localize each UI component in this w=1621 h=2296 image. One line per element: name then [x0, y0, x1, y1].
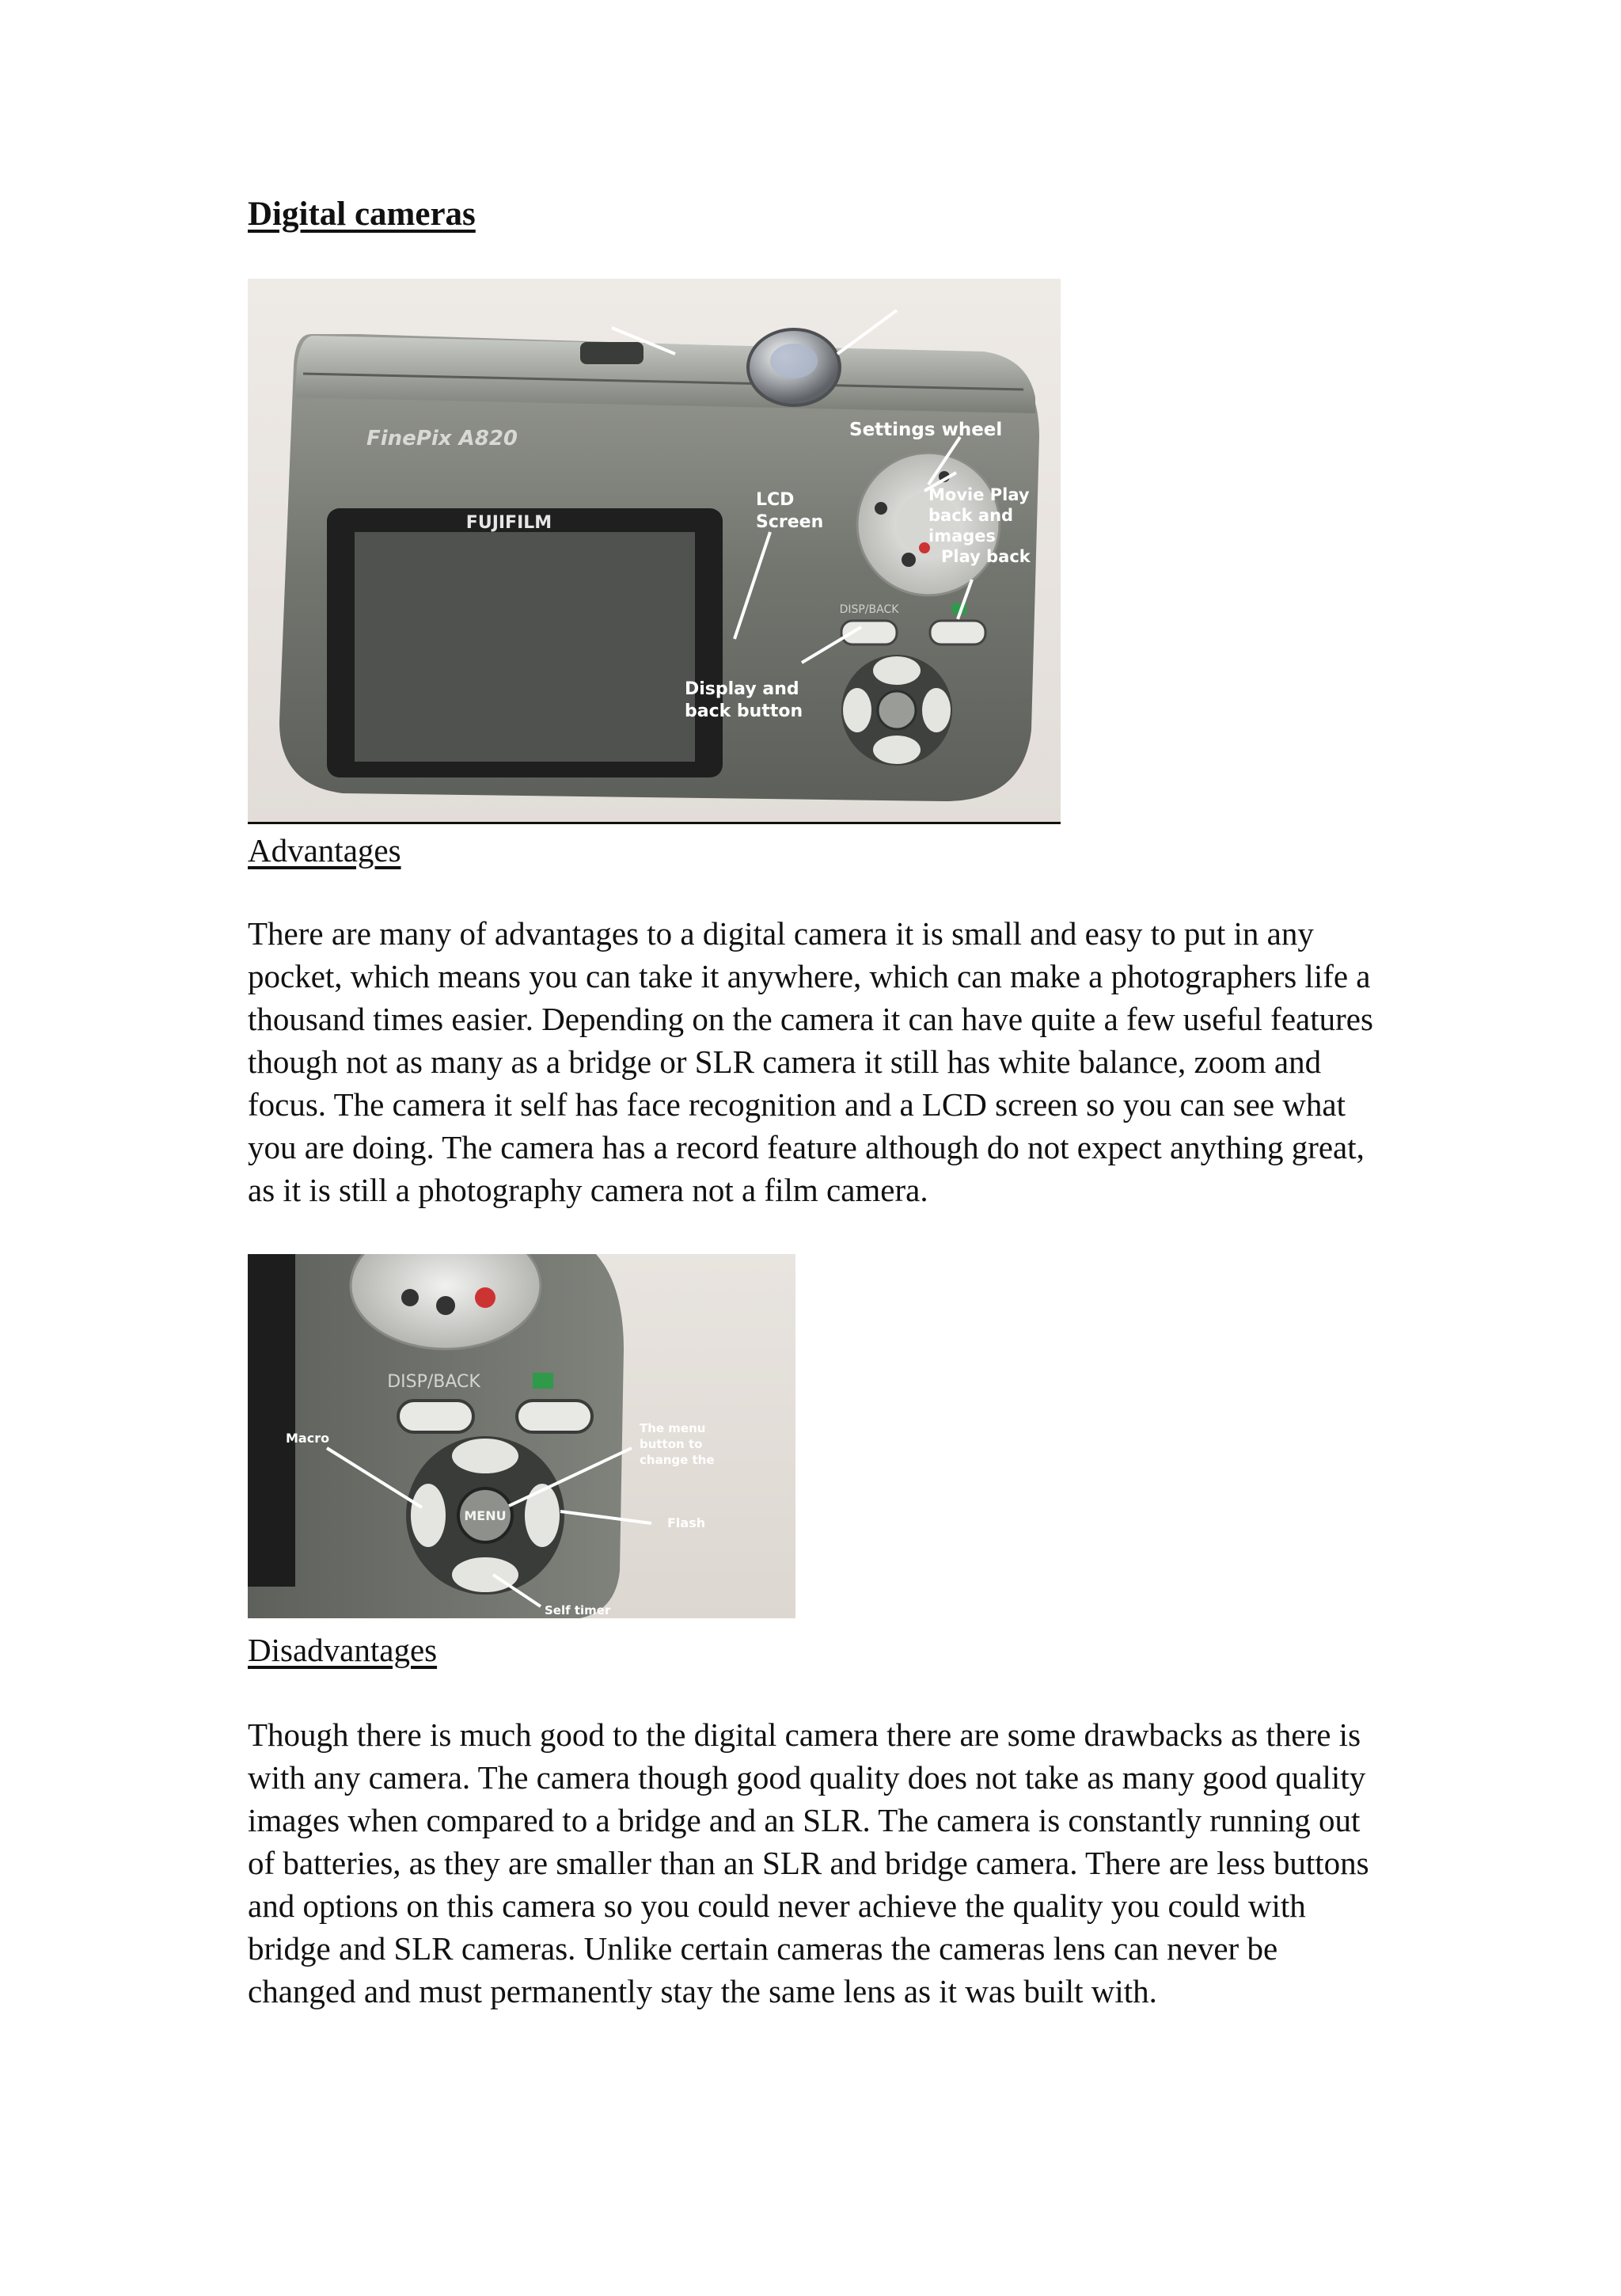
- figure-divider: [248, 822, 1061, 824]
- menu-button-label: MENU: [464, 1508, 507, 1523]
- play-button: [930, 621, 985, 644]
- top-button: [580, 342, 643, 364]
- lcd-edge: [248, 1254, 295, 1587]
- annotation-display-line2: back button: [685, 701, 803, 721]
- camera-model: FinePix A820: [366, 427, 518, 450]
- disadvantages-paragraph: Though there is much good to the digital camera there are some drawbacks as there is with any camera. The camera though good quality does not take as many good quality images when compared to a bridge and an SLR. The camera is constantly running out of batteries, as they are smaller than an SLR and bridge camera. There are less buttons and options on this camera so you could never achieve the quality you could with bridge and SLR cameras. Unlike certain cameras the cameras lens can never be changed and must permanently stay the same lens as it was built with.: [248, 1716, 1369, 2009]
- annotation-macro: Macro: [286, 1431, 330, 1446]
- disp-back-label-closeup: DISP/BACK: [387, 1372, 480, 1392]
- annotation-self-timer: Self timer: [545, 1603, 611, 1617]
- page-title: Digital cameras: [248, 196, 476, 233]
- camera-buttons-photo: [248, 1254, 795, 1618]
- lcd-screen: [355, 532, 695, 762]
- annotation-lcd-line1: LCD: [756, 490, 795, 510]
- play-button-closeup: [517, 1401, 592, 1432]
- annotation-movie-line3: images: [928, 526, 997, 545]
- play-indicator-closeup: [533, 1373, 553, 1389]
- advantages-paragraph: There are many of advantages to a digital camera it is small and easy to put in any pocket, which means you can take it anywhere, which can make a photographers life a thousand times easier. Depending on the camera it can have quite a few useful features though not as many as a bridge or SLR camera it still has white balance, zoom and focus. The camera it self has face recognition and a LCD screen so you can see what you are doing. The camera has a record feature although do not expect anything great, as it is still a photography camera not a film camera.: [248, 915, 1373, 1208]
- annotation-menu-line2: button to: [640, 1437, 703, 1451]
- annotation-movie-line4: Play back: [941, 547, 1031, 566]
- annotation-lcd-line2: Screen: [756, 512, 824, 532]
- annotation-movie-line1: Movie Play: [928, 485, 1030, 504]
- annotation-display-line1: Display and: [685, 679, 799, 699]
- annotation-settings-wheel: Settings wheel: [849, 420, 1003, 440]
- camera-buttons-illustration: [248, 1254, 795, 1618]
- annotation-movie-line2: back and: [928, 506, 1014, 525]
- annotation-menu-line3: change the: [640, 1453, 715, 1467]
- camera-back-photo: [248, 279, 1061, 822]
- camera-back-illustration: [248, 279, 1061, 822]
- disadvantages-heading: Disadvantages: [248, 1632, 438, 1668]
- annotation-flash: Flash: [667, 1515, 706, 1530]
- camera-brand: FUJIFILM: [465, 513, 552, 533]
- disp-back-button-closeup: [398, 1401, 473, 1432]
- advantages-heading: Advantages: [248, 832, 401, 869]
- annotation-menu-line1: The menu: [640, 1421, 706, 1435]
- disp-back-label: DISP/BACK: [839, 603, 899, 616]
